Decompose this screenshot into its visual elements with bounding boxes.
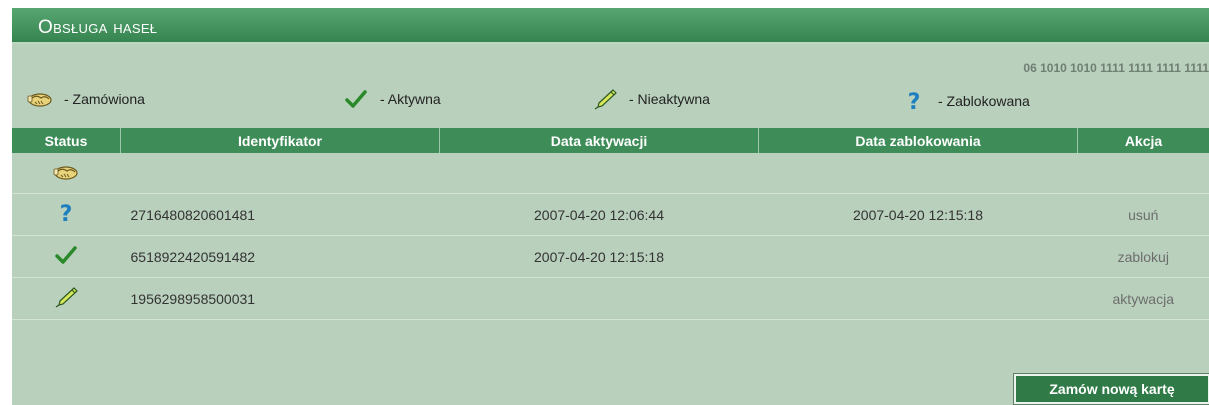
block-date-cell: 2007-04-20 12:15:18 bbox=[759, 194, 1078, 236]
status-cell bbox=[12, 153, 121, 194]
block-action-link[interactable]: zablokuj bbox=[1078, 236, 1209, 278]
order-new-card-button[interactable]: Zamów nową kartę bbox=[1014, 374, 1209, 404]
legend-label-active: - Aktywna bbox=[380, 91, 441, 107]
svg-text:?: ? bbox=[907, 90, 921, 112]
action-cell bbox=[1078, 153, 1209, 194]
legend-label-ordered: - Zamówiona bbox=[64, 91, 145, 107]
legend-item-inactive bbox=[591, 88, 710, 110]
activation-date-cell: 2007-04-20 12:06:44 bbox=[440, 194, 759, 236]
table-row bbox=[12, 278, 1209, 320]
checkmark-icon bbox=[342, 88, 370, 110]
identifier-cell: 6518922420591482 bbox=[121, 236, 440, 278]
block-date-cell bbox=[759, 153, 1078, 194]
column-header-status: Status bbox=[12, 128, 121, 153]
activation-date-cell bbox=[440, 278, 759, 320]
block-date-cell bbox=[759, 278, 1078, 320]
table-row bbox=[12, 194, 1209, 236]
passwords-table bbox=[12, 128, 1209, 320]
title-bar bbox=[12, 8, 1209, 44]
identifier-cell: 2716480820601481 bbox=[121, 194, 440, 236]
column-header-block-date: Data zablokowania bbox=[759, 128, 1078, 153]
password-management-panel bbox=[12, 8, 1209, 405]
legend-item-ordered bbox=[26, 88, 145, 110]
activation-action-link[interactable]: aktywacja bbox=[1078, 278, 1209, 320]
svg-text:?: ? bbox=[59, 202, 73, 224]
handshake-icon bbox=[26, 88, 54, 110]
table-row bbox=[12, 236, 1209, 278]
delete-action-link[interactable]: usuń bbox=[1078, 194, 1209, 236]
question-mark-icon bbox=[900, 90, 928, 112]
column-header-activation-date: Data aktywacji bbox=[440, 128, 759, 153]
identifier-cell: 1956298958500031 bbox=[121, 278, 440, 320]
column-header-identifier: Identyfikator bbox=[121, 128, 440, 153]
pen-icon bbox=[591, 88, 619, 110]
checkmark-icon bbox=[55, 245, 77, 265]
table-row bbox=[12, 153, 1209, 194]
account-number: 06 1010 1010 1111 1111 1111 1111 bbox=[1023, 61, 1209, 75]
question-mark-icon bbox=[58, 202, 74, 224]
page-title: Obsługa haseł bbox=[38, 17, 158, 38]
legend-label-inactive: - Nieaktywna bbox=[629, 91, 710, 107]
legend-item-blocked bbox=[900, 90, 1030, 112]
legend-item-active bbox=[342, 88, 441, 110]
status-cell bbox=[12, 194, 121, 236]
block-date-cell bbox=[759, 236, 1078, 278]
status-cell bbox=[12, 278, 121, 320]
table-header-row bbox=[12, 128, 1209, 153]
handshake-icon bbox=[53, 163, 79, 181]
pen-icon bbox=[54, 286, 78, 308]
activation-date-cell: 2007-04-20 12:15:18 bbox=[440, 236, 759, 278]
column-header-action: Akcja bbox=[1078, 128, 1209, 153]
legend-label-blocked: - Zablokowana bbox=[938, 93, 1030, 109]
identifier-cell bbox=[121, 153, 440, 194]
status-cell bbox=[12, 236, 121, 278]
activation-date-cell bbox=[440, 153, 759, 194]
